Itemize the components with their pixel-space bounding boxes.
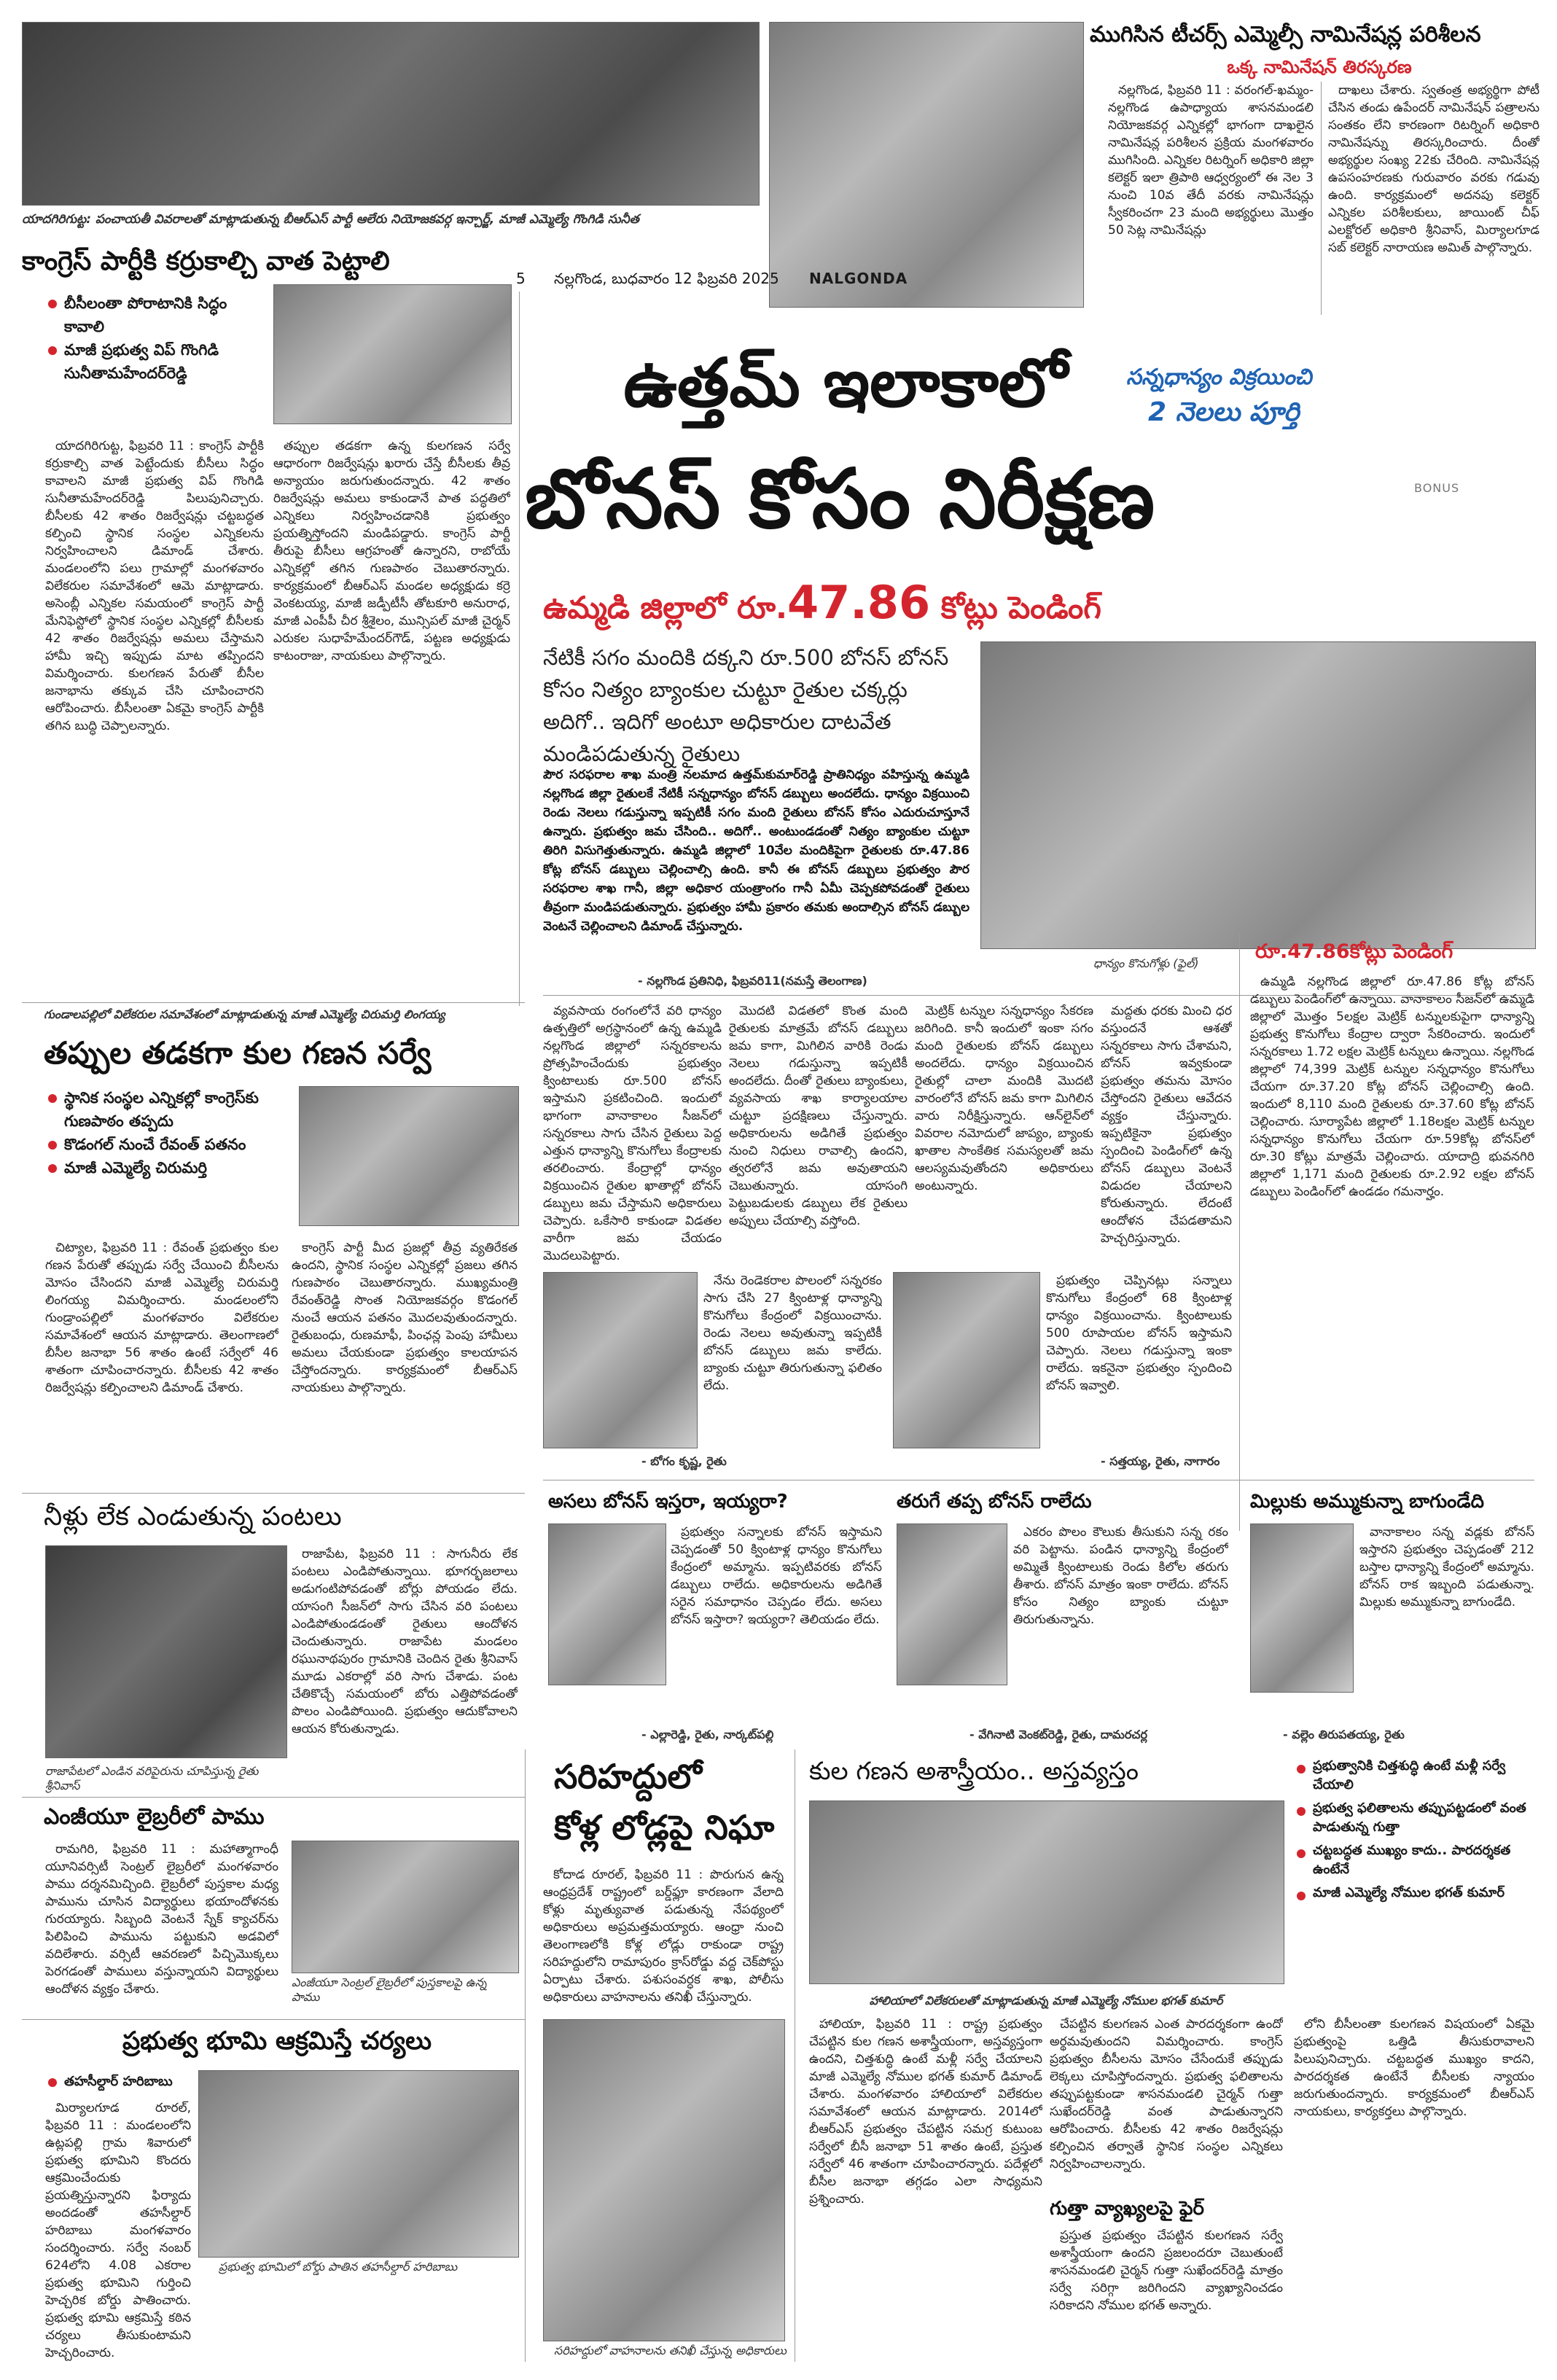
quote-3-title: అసలు బోనస్ ఇస్తరా, ఇయ్యరా? xyxy=(548,1491,788,1513)
caste-bullet-2: కొడంగల్ నుంచే రేవంత్ పతనం xyxy=(45,1133,286,1156)
bonus-col-4: మద్దతు ధరకు మించి ధర వస్తుందనే ఆశతో సన్నరకాలు సాగు చేశామని, బోనస్ ఇవ్వకుండా ప్రభుత్వం తమను మోసం చేస్తోందని రైతులు ఆవేదన వ్యక్తం చేస్తున్నారు. ఇప్పటికైనా ప్రభుత్వం స్పందించి పెండింగ్‌లో ఉన్న బోనస్ డబ్బులు వెంటనే విడుదల చేయాలని కోరుతున్నారు. లేదంటే ఆందోళన చేపడతామని హెచ్చరిస్తున్నారు. xyxy=(1101,1004,1232,1246)
bhagat-bullets xyxy=(1294,1757,1534,1903)
quote-1-body: నేను రెండెకరాల పొలంలో సన్నరకం సాగు చేసి 27 క్వింటాళ్ల ధాన్యాన్ని కొనుగోలు కేంద్రంలో విక్రయించాను. రెండు నెలలు అవుతున్నా ఇప్పటికీ బోనస్ డబ్బులు జమ కాలేదు. బ్యాంకు చుట్టూ తిరుగుతున్నా ఫలితం లేదు. xyxy=(703,1273,882,1393)
snake-photo xyxy=(292,1841,519,1973)
bonus-photo xyxy=(980,641,1536,949)
snake-body: రామగిరి, ఫిబ్రవరి 11 : మహాత్మాగాంధీ యూనివర్సిటీ సెంట్రల్ లైబ్రరీలో మంగళవారం పాము దర్శనమిచ్చింది. లైబ్రరీలో పుస్తకాల మధ్య పామును చూసిన విద్యార్థులు భయాందోళనకు గురయ్యారు. సిబ్బంది వెంటనే స్నేక్ క్యాచర్‌ను పిలిపించి పామును పట్టుకుని అడవిలో వదిలేశారు. వర్సిటీ ఆవరణలో పిచ్చిమొక్కలు పెరగడంతో పాములు వస్తున్నాయని విద్యార్థులు ఆందోళన వ్యక్తం చేశారు. xyxy=(45,1842,278,1997)
bonus-dateline: - నల్లగొండ ప్రతినిధి, ఫిబ్రవరి11(నమస్తే తెలంగాణ) xyxy=(638,974,867,988)
bonus-col-3: మెట్రిక్ టన్నుల సన్నధాన్యం సేకరణ జరిగింది. కానీ ఇందులో ఇంకా సగం మంది రైతులకు బోనస్ డబ్బులు అందలేదు. ధాన్యం విక్రయించిన రైతుల్లో చాలా మందికి మొదటి వారంలోనే బోనస్ జమ కాగా మిగిలిన వారు నిరీక్షిస్తున్నారు. ఆన్‌లైన్‌లో వివరాల నమోదులో జాప్యం, బ్యాంకు ఖాతాల సాంకేతిక సమస్యలతో జమ ఆలస్యమవుతోందని అధికారులు అంటున్నారు. xyxy=(915,1004,1093,1193)
bonus-subhead-amount: 47.86 xyxy=(787,576,931,629)
bonus-headline-2: బోనస్ కోసం నిరీక్షణ xyxy=(525,452,1155,547)
bhagat-photo-caption: హాలియాలో విలేకరులతో మాట్లాడుతున్న మాజీ ఎమ్మెల్యే నోముల భగత్ కుమార్ xyxy=(869,1994,1223,2008)
edition-line: నల్లగొండ, బుధవారం 12 ఫిబ్రవరి 2025 xyxy=(554,270,779,287)
caste-kicker: గుండాలపల్లిలో విలేకరుల సమావేశంలో మాట్లాడుతున్న మాజీ ఎమ్మెల్యే చిరుమర్తి లింగయ్య xyxy=(44,1007,445,1021)
caste-body-a: చిట్యాల, ఫిబ్రవరి 11 : రేవంత్ ప్రభుత్వం కుల గణన పేరుతో తప్పుడు సర్వే చేయించి బీసీలను మోసం చేసిందని మాజీ ఎమ్మెల్యే చిరుమర్తి లింగయ్య విమర్శించారు. మండలంలోని గుండ్రాంపల్లిలో మంగళవారం విలేకరుల సమావేశంలో ఆయన మాట్లాడారు. తెలంగాణలో బీసీల జనాభా 56 శాతం ఉంటే సర్వేలో 46 శాతంగా చూపించారన్నారు. బీసీలకు 42 శాతం రిజర్వేషన్లు కల్పించాలని డిమాండ్ చేశారు. xyxy=(45,1241,278,1395)
mlc-divider xyxy=(1321,82,1322,315)
bonus-headline-1: ఉత్తమ్ ఇలాకాలో xyxy=(623,344,1068,422)
quote-5-by: - వల్లెం తిరుపతయ్య, రైతు xyxy=(1283,1728,1405,1741)
mlc-headline: ముగిసిన టీచర్స్ ఎమ్మెల్సీ నామినేషన్ల పరిశీలన xyxy=(1090,22,1481,47)
quote-1-by: - బోగం కృష్ణ, రైతు xyxy=(641,1454,727,1468)
bhagat-bullet-2: ప్రభుత్వ ఫలితాలను తప్పుపట్టడంలో వంత పాడుతున్న గుత్తా xyxy=(1294,1799,1534,1837)
page-number: 5 xyxy=(516,270,526,287)
bhagat-headline: కుల గణన అశాస్త్రీయం.. అస్తవ్యస్తం xyxy=(809,1757,1139,1786)
border-body: కోదాడ రూరల్, ఫిబ్రవరి 11 : పొరుగున ఉన్న ఆంధ్రప్రదేశ్ రాష్ట్రంలో బర్డ్‌ఫ్లూ కారణంగా వేలాది కోళ్లు మృత్యువాత పడుతున్న నేపథ్యంలో అధికారులు అప్రమత్తమయ్యారు. ఆంధ్రా నుంచి తెలంగాణలోకి కోళ్ల లోడ్లు రాకుండా రాష్ట్ర సరిహద్దులోని రామాపురం క్రాస్‌రోడ్డు వద్ద చెక్‌పోస్టు ఏర్పాటు చేశారు. పశుసంవర్ధక శాఖ, పోలీసు అధికారులు వాహనాలను తనిఖీ చేస్తున్నారు. xyxy=(543,1868,784,2005)
congress-bullets xyxy=(45,292,264,385)
pending-box-divider xyxy=(1239,933,1240,1531)
congress-leader-photo xyxy=(273,284,512,424)
bhagat-body-c: లోని బీసీలంతా కులగణన విషయంలో ఏకమై ప్రభుత్వంపై ఒత్తిడి తీసుకురావాలని పిలుపునిచ్చారు. చట్టబద్ధత ముఖ్యం కాదని, పారదర్శకత ఉంటేనే బీసీలకు న్యాయం జరుగుతుందన్నారు. కార్యక్రమంలో బీఆర్ఎస్ నాయకులు, కార్యకర్తలు పాల్గొన్నారు. xyxy=(1294,2017,1534,2119)
land-rule xyxy=(22,2019,525,2020)
quote-3-photo xyxy=(548,1523,666,1685)
bonus-subhead xyxy=(543,576,1491,633)
border-photo xyxy=(543,2019,785,2341)
crops-headline: నీళ్లు లేక ఎండుతున్న పంటలు xyxy=(44,1502,342,1532)
quote-3-body: ప్రభుత్వం సన్నాలకు బోనస్ ఇస్తామని చెప్పడంతో 50 క్వింటాళ్ల ధాన్యం కొనుగోలు కేంద్రంలో అమ్మాను. ఇప్పటివరకు బోనస్ డబ్బులు రాలేదు. అధికారులను అడిగితే సరైన సమాధానం చెప్పడం లేదు. అసలు బోనస్ ఇస్తారా? ఇయ్యరా? తెలియడం లేదు. xyxy=(671,1525,882,1627)
caste-headline: తప్పుల తడకగా కుల గణన సర్వే xyxy=(44,1035,432,1071)
border-headline-1: సరిహద్దులో xyxy=(554,1757,702,1796)
border-headline-2: కోళ్ల లోడ్లపై నిఘా xyxy=(554,1808,775,1847)
mlc-photo xyxy=(769,22,1084,308)
gutta-title: గుత్తా వ్యాఖ్యలపై ఫైర్ xyxy=(1050,2198,1204,2220)
lower-divider xyxy=(525,1749,526,2362)
congress-divider xyxy=(519,292,520,1006)
bonus-col-2: మొదటి విడతలో కొంత మంది రైతులకు మాత్రమే బోనస్ డబ్బులు జమ కాగా, మిగిలిన వారికి రెండు నెలలు గడుస్తున్నా ఇప్పటికీ అందలేదు. దీంతో రైతులు బ్యాంకులు, వ్యవసాయ శాఖ కార్యాలయాల చుట్టూ ప్రదక్షిణలు చేస్తున్నారు. అధికారులను అడిగితే ప్రభుత్వం నుంచి నిధులు రావాల్సి ఉందని, త్వరలోనే జమ అవుతాయని చెబుతున్నారు. యాసంగి పెట్టుబడులకు డబ్బులు లేక రైతులు అప్పులు చేయాల్సి వస్తోంది. xyxy=(729,1004,908,1228)
bonus-side-kicker-1: సన్నధాన్యం విక్రయించి xyxy=(1126,364,1312,390)
quote-5-title: మిల్లుకు అమ్ముకున్నా బాగుండేది xyxy=(1250,1491,1484,1513)
snake-headline: ఎంజీయూ లైబ్రరీలో పాము xyxy=(44,1804,265,1830)
snake-rule xyxy=(22,1797,525,1798)
quote-4-body: ఎకరం పొలం కౌలుకు తీసుకుని సన్న రకం వరి పెట్టాను. పండిన ధాన్యాన్ని కేంద్రంలో అమ్మితే క్వింటాలుకు రెండు కిలోల తరుగు తీశారు. బోనస్ మాత్రం ఇంకా రాలేదు. బోనస్ కోసం నిత్యం బ్యాంకు చుట్టూ తిరుగుతున్నాను. xyxy=(1013,1525,1228,1627)
quote-4-photo xyxy=(897,1523,1007,1685)
mlc-subhead: ఒక్క నామినేషన్ తిరస్కరణ xyxy=(1227,57,1412,77)
caste-rule xyxy=(22,1002,525,1003)
pending-box-body: ఉమ్మడి నల్లగొండ జిల్లాలో రూ.47.86 కోట్ల బోనస్ డబ్బులు పెండింగ్‌లో ఉన్నాయి. వానాకాలం సీజన్‌లో ఉమ్మడి జిల్లాలో మొత్తం 5లక్షల మెట్రిక్ టన్నులకుపైగా ధాన్యాన్ని ప్రభుత్వ కొనుగోలు కేంద్రాల ద్వారా సేకరించారు. ఇందులో సన్నరకాలు 1.72 లక్షల మెట్రిక్ టన్నులు ఉన్నాయి. నల్లగొండ జిల్లాలో 74,399 మెట్రిక్ టన్నుల సన్నధాన్యం కొనుగోలు చేయగా రూ.37.20 కోట్ల బోనస్ చెల్లించాల్సి ఉంది. ఇందులో 8,110 మంది రైతులకు రూ.37.60 కోట్ల బోనస్ చెల్లించారు. సూర్యాపేట జిల్లాలో 1.18లక్షల మెట్రిక్ టన్నుల సన్నధాన్యం కొనుగోలు చేయగా రూ.59కోట్ల బోనస్‌లో రూ.30 కోట్లు మాత్రమే చెల్లించారు. యాదాద్రి భువనగిరి జిల్లాలో 1,171 మంది రైతులకు రూ.2.92 లక్షల బోనస్ డబ్బులు పెండింగ్‌లో ఉండడం గమనార్హం. xyxy=(1250,975,1534,1199)
congress-photo xyxy=(22,22,760,206)
quote-4-by: - వేగినాటి వెంకట్‌రెడ్డి, రైతు, దామరచర్ల xyxy=(969,1728,1147,1741)
edition-name: NALGONDA xyxy=(809,270,908,287)
congress-kicker: యాదగిరిగుట్ట: పంచాయతీ వివరాలతో మాట్లాడుతున్న బీఆర్ఎస్ పార్టీ ఆలేరు నియోజకవర్గ ఇన్చార్జ్, మాజీ ఎమ్మెల్యే గొంగిడి సునీత xyxy=(22,212,639,227)
gutta-body: ప్రస్తుత ప్రభుత్వం చేపట్టిన కులగణన సర్వే అశాస్త్రీయంగా ఉందని ప్రజలందరూ చెబుతుంటే శాసనమండలి చైర్మన్ గుత్తా సుఖేందర్‌రెడ్డి మాత్రం సర్వే సరిగ్గా జరిగిందని వ్యాఖ్యానించడం సరికాదని నోముల భగత్ అన్నారు. xyxy=(1050,2228,1283,2313)
quote-5-body: వానాకాలం సన్న వడ్లకు బోనస్ ఇస్తారని ప్రభుత్వం చెప్పడంతో 212 బస్తాల ధాన్యాన్ని కేంద్రంలో అమ్మాను. బోనస్ రాక ఇబ్బంది పడుతున్నా. మిల్లుకు అమ్ముకున్నా బాగుండేది. xyxy=(1359,1525,1534,1610)
bonus-subhead-prefix: ఉమ్మడి జిల్లాలో రూ. xyxy=(543,590,787,625)
bhagat-bullet-4: మాజీ ఎమ్మెల్యే నోముల భగత్ కుమార్ xyxy=(1294,1884,1534,1903)
quote-4-title: తరుగే తప్ప బోనస్ రాలేదు xyxy=(897,1491,1092,1513)
land-headline: ప్రభుత్వ భూమి ఆక్రమిస్తే చర్యలు xyxy=(122,2026,432,2056)
quote-2-photo xyxy=(893,1272,1040,1448)
bonus-side-kicker-2: 2 నెలలు పూర్తి xyxy=(1148,397,1300,427)
congress-bullet-2: మాజీ ప్రభుత్వ విప్ గొంగిడి సునీతామహేందర్‌రెడ్డి xyxy=(45,338,264,385)
land-photo xyxy=(198,2070,519,2258)
quote-5-photo xyxy=(1250,1523,1354,1693)
caste-body-b: కాంగ్రెస్ పార్టీ మీద ప్రజల్లో తీవ్ర వ్యతిరేకత ఉందని, స్థానిక సంస్థల ఎన్నికల్లో ప్రజలు తగిన గుణపాఠం చెబుతారన్నారు. ముఖ్యమంత్రి రేవంత్‌రెడ్డి సొంత నియోజకవర్గం కొడంగల్ నుంచే ఆయన పతనం మొదలవుతుందన్నారు. రైతుబంధు, రుణమాఫీ, పింఛన్ల పెంపు హామీలు అమలు చేయకుండా ప్రభుత్వం కాలయాపన చేస్తోందన్నారు. కార్యక్రమంలో బీఆర్ఎస్ నాయకులు పాల్గొన్నారు. xyxy=(292,1241,518,1395)
bonus-subhead-suffix: కోట్లు పెండింగ్ xyxy=(930,590,1101,625)
border-photo-caption: సరిహద్దులో వాహనాలను తనిఖీ చేస్తున్న అధికారులు xyxy=(554,2344,787,2357)
mlc-body-right: దాఖలు చేశారు. స్వతంత్ర అభ్యర్థిగా పోటీ చేసిన తండు ఉపేందర్ నామినేషన్ పత్రాలను సంతకం లేని కారణంగా రిటర్నింగ్ అధికారి నామినేషన్ను తిరస్కరించారు. దీంతో అభ్యర్థుల సంఖ్య 22కు చేరింది. నామినేషన్ల ఉపసంహరణకు గురువారం వరకు గడువు ఉంది. కార్యక్రమంలో అదనపు కలెక్టర్ ఎన్నికల పరిశీలకులు, జాయింట్ చీఫ్ ఎలక్టోరల్ అధికారి శ్రీనివాస్, మిర్యాలగూడ సబ్ కలెక్టర్ నారాయణ అమిత్ పాల్గొన్నారు. xyxy=(1328,83,1540,255)
quote-2-by: - సత్తయ్య, రైతు, నాగారం xyxy=(1101,1454,1220,1468)
bonus-deck: నేటికీ సగం మందికి దక్కని రూ.500 బోనస్ బోనస్ కోసం నిత్యం బ్యాంకుల చుట్టూ రైతుల చక్కర్లు అదిగో.. ఇదిగో అంటూ అధికారుల దాటవేత మండిపడుతున్న రైతులు xyxy=(543,645,949,766)
congress-body-b: తప్పుల తడకగా ఉన్న కులగణన సర్వే ఆధారంగా రిజర్వేషన్లు ఖరారు చేస్తే బీసీలకు తీవ్ర అన్యాయం జరుగుతుందన్నారు. 42 శాతం రిజర్వేషన్లు అమలు కాకుండానే పాత పద్ధతిలో ఎన్నికలు నిర్వహించడానికి ప్రభుత్వం ప్రయత్నిస్తోందని మండిపడ్డారు. కాంగ్రెస్ పార్టీ తీరుపై బీసీలు ఆగ్రహంతో ఉన్నారని, రాబోయే ఎన్నికల్లో తగిన గుణపాఠం చెబుతారన్నారు. కార్యక్రమంలో బీఆర్ఎస్ మండల అధ్యక్షుడు కర్రె వెంకటయ్య, మాజీ జడ్పీటీసీ తోటకూరి అనురాధ, మాజీ ఎంపీపీ చీర శ్రీశైలం, మున్సిపల్ మాజీ చైర్మన్ ఎరుకల సుధాహేమేందర్‌గౌడ్, పట్టణ అధ్యక్షుడు కాటంరాజు, నాయకులు పాల్గొన్నారు. xyxy=(273,439,510,663)
bhagat-photo xyxy=(809,1800,1284,1984)
mlc-body-left: నల్లగొండ, ఫిబ్రవరి 11 : వరంగల్-ఖమ్మం-నల్లగొండ ఉపాధ్యాయ శాసనమండలి నియోజకవర్గ ఎన్నికల్లో భాగంగా దాఖలైన నామినేషన్ల పరిశీలన ప్రక్రియ మంగళవారం ముగిసింది. ఎన్నికల రిటర్నింగ్ అధికారి జిల్లా కలెక్టర్ ఇలా త్రిపాఠి ఆధ్వర్యంలో ఈ నెల 3 నుంచి 10వ తేదీ వరకు నామినేషన్లు స్వీకరించగా 23 మంది అభ్యర్థులు మొత్తం 50 సెట్ల నామినేషన్లు xyxy=(1108,83,1314,238)
bhagat-bullet-1: ప్రభుత్వానికి చిత్తశుద్ధి ఉంటే మళ్లీ సర్వే చేయాలి xyxy=(1294,1757,1534,1795)
land-body: మిర్యాలగూడ రూరల్, ఫిబ్రవరి 11 : మండలంలోని ఉట్లపల్లి గ్రామ శివారులో ప్రభుత్వ భూమిని కొందరు ఆక్రమించేందుకు ప్రయత్నిస్తున్నారని ఫిర్యాదు అందడంతో తహసీల్దార్ హరిబాబు మంగళవారం సందర్శించారు. సర్వే నంబర్ 624లోని 4.08 ఎకరాల ప్రభుత్వ భూమిని గుర్తించి హెచ్చరిక బోర్డు పాతించారు. ప్రభుత్వ భూమి ఆక్రమిస్తే కఠిన చర్యలు తీసుకుంటామని హెచ్చరించారు. xyxy=(45,2101,191,2360)
crops-rule xyxy=(22,1493,525,1494)
caste-bullets xyxy=(45,1086,286,1179)
caste-photo xyxy=(299,1086,519,1226)
land-photo-caption: ప్రభుత్వ భూమిలో బోర్డు పాతిన తహసీల్దార్ హరిబాబు xyxy=(219,2260,458,2274)
bonus-lead: పౌర సరఫరాల శాఖ మంత్రి నలమాద ఉత్తమ్‌కుమార్‌రెడ్డి ప్రాతినిధ్యం వహిస్తున్న ఉమ్మడి నల్లగొండ జిల్లా రైతులకే నేటికీ సన్నధాన్యం బోనస్ డబ్బులు అందలేదు. ధాన్యం విక్రయించి రెండు నెలలు గడుస్తున్నా ఇప్పటికీ సగం మంది రైతులు బోనస్ కోసం ఎదురుచూస్తూనే ఉన్నారు. ప్రభుత్వం జమ చేసింది.. అదిగో.. అంటుండడంతో నిత్యం బ్యాంకుల చుట్టూ తిరిగి విసుగెత్తుతున్నారు. ఉమ్మడి జిల్లాలో 10వేల మందికిపైగా రైతులకు రూ.47.86 కోట్ల బోనస్ డబ్బులు చెల్లించాల్సి ఉంది. కానీ ఈ బోనస్ డబ్బులు ప్రభుత్వం పౌర సరఫరాల శాఖ గానీ, జిల్లా అధికార యంత్రాంగం గానీ ఏమీ చెప్పకపోవడంతో రైతులు తీవ్రంగా మండిపడుతున్నారు. ప్రభుత్వం హామీ ప్రకారం తమకు అందాల్సిన బోనస్ డబ్బుల వెంటనే చెల్లించాలని డిమాండ్ చేస్తున్నారు. xyxy=(543,768,969,934)
caste-bullet-3: మాజీ ఎమ్మెల్యే చిరుమర్తి xyxy=(45,1156,286,1179)
crops-photo-caption: రాజాపేటలో ఎండిన వరిపైరును చూపిస్తున్న రైతు శ్రీనివాస్ xyxy=(45,1764,259,1792)
quote-1-photo xyxy=(543,1272,698,1448)
crops-photo xyxy=(45,1545,287,1758)
congress-headline: కాంగ్రెస్ పార్టీకి కర్రుకాల్చి వాత పెట్టాలి xyxy=(22,246,390,276)
bhagat-body-b: చేపట్టిన కులగణన ఎంత పారదర్శకంగా ఉందో అర్థమవుతుందని విమర్శించారు. కాంగ్రెస్ ప్రభుత్వం బీసీలను మోసం చేసేందుకే తప్పుడు లెక్కలు చూపిస్తోందన్నారు. ప్రభుత్వ ఫలితాలను తప్పుపట్టకుండా శాసనమండలి చైర్మన్ గుత్తా సుఖేందర్‌రెడ్డి వంత పాడుతున్నారని ఆరోపించారు. బీసీలకు 42 శాతం రిజర్వేషన్లు కల్పించిన తర్వాతే స్థానిక సంస్థల ఎన్నికలు నిర్వహించాలన్నారు. xyxy=(1050,2017,1283,2172)
bonus-col-1: వ్యవసాయ రంగంలోనే వరి ధాన్యం ఉత్పత్తిలో అగ్రస్థానంలో ఉన్న ఉమ్మడి నల్లగొండ జిల్లాలో సన్నరకాలను ప్రోత్సహించేందుకు ప్రభుత్వం క్వింటాలుకు రూ.500 బోనస్ ఇస్తామని ప్రకటించింది. ఇందులో భాగంగా వానాకాలం సీజన్‌లో సన్నరకాలు సాగు చేసిన రైతులు పెద్ద ఎత్తున ధాన్యాన్ని కొనుగోలు కేంద్రాలకు తరలించారు. కేంద్రాల్లో ధాన్యం విక్రయించిన రైతుల ఖాతాల్లో బోనస్ డబ్బులు జమ చేస్తామని అధికారులు చెప్పారు. ఒకేసారి కాకుండా విడతల వారీగా జమ చేయడం మొదలుపెట్టారు. xyxy=(543,1004,722,1263)
bonus-tag: BONUS xyxy=(1414,481,1460,495)
quote-3-by: - ఎల్లారెడ్డి, రైతు, నార్కట్‌పల్లి xyxy=(641,1728,774,1741)
land-bullet-1: తహసీల్దార్ హరిబాబు xyxy=(45,2070,264,2094)
congress-body-a: యాదగిరిగుట్ట, ఫిబ్రవరి 11 : కాంగ్రెస్ పార్టీకి కర్రుకాల్చి వాత పెట్టేందుకు బీసీలు సిద్ధం కావాలని మాజీ ప్రభుత్వ విప్ గొంగిడి సునీతామహేందర్‌రెడ్డి పిలుపునిచ్చారు. బీసీలకు 42 శాతం రిజర్వేషన్లు చట్టబద్ధత కల్పించి స్థానిక సంస్థల ఎన్నికలను నిర్వహించాలని డిమాండ్ చేశారు. మండలంలోని పలు గ్రామాల్లో మంగళవారం విలేకరుల సమావేశంలో ఆమె మాట్లాడారు. అసెంబ్లీ ఎన్నికల సమయంలో కాంగ్రెస్ పార్టీ మేనిఫెస్టోలో స్థానిక సంస్థల ఎన్నికల్లో బీసీలకు 42 శాతం రిజర్వేషన్లు అమలు చేస్తామని హామీ ఇచ్చి ఇప్పుడు మాట తప్పిందని విమర్శించారు. కులగణన పేరుతో బీసీల జనాభాను తక్కువ చేసి చూపించారని ఆరోపించారు. బీసీలంతా ఏకమై కాంగ్రెస్ పార్టీకి తగిన బుద్ధి చెప్పాలన్నారు. xyxy=(45,439,264,733)
bonus-photo-caption: ధాన్యం కొనుగోళ్లు (ఫైల్) xyxy=(1093,956,1199,970)
bhagat-bullet-3: చట్టబద్ధత ముఖ్యం కాదు.. పారదర్శకత ఉంటేనే xyxy=(1294,1841,1534,1879)
pending-box-title: రూ.47.86కోట్లు పెండింగ్ xyxy=(1255,940,1453,963)
caste-bullet-1: స్థానిక సంస్థల ఎన్నికల్లో కాంగ్రెస్‌కు గుణపాఠం తప్పదు xyxy=(45,1086,286,1133)
congress-bullet-1: బీసీలంతా పోరాటానికి సిద్ధం కావాలి xyxy=(45,292,264,338)
crops-body: రాజాపేట, ఫిబ్రవరి 11 : సాగునీరు లేక పంటలు ఎండిపోతున్నాయి. భూగర్భజలాలు అడుగంటిపోవడంతో బోర్లు పోయడం లేదు. యాసంగి సీజన్‌లో సాగు చేసిన వరి పంటలు ఎండిపోతుండడంతో రైతులు ఆందోళన చెందుతున్నారు. రాజాపేట మండలం రఘునాథపురం గ్రామానికి చెందిన రైతు శ్రీనివాస్ మూడు ఎకరాల్లో వరి సాగు చేశాడు. పంట చేతికొచ్చే సమయంలో బోరు ఎత్తిపోవడంతో పొలం ఎండిపోయింది. ప్రభుత్వం ఆదుకోవాలని ఆయన కోరుతున్నాడు. xyxy=(292,1547,518,1736)
snake-photo-caption: ఎంజీయూ సెంట్రల్ లైబ్రరీలో పుస్తకాలపై ఉన్న పాము xyxy=(292,1975,487,2004)
bhagat-body-a: హాలియా, ఫిబ్రవరి 11 : రాష్ట్ర ప్రభుత్వం చేపట్టిన కుల గణన అశాస్త్రీయంగా, అస్తవ్యస్తంగా ఉందని, చిత్తశుద్ధి ఉంటే మళ్లీ సర్వే చేయాలని మాజీ ఎమ్మెల్యే నోముల భగత్ కుమార్ డిమాండ్ చేశారు. మంగళవారం హాలియాలో విలేకరుల సమావేశంలో ఆయన మాట్లాడారు. 2014లో బీఆర్ఎస్ ప్రభుత్వం చేపట్టిన సమగ్ర కుటుంబ సర్వేలో బీసీ జనాభా 51 శాతం ఉంటే, ప్రస్తుత సర్వేలో 46 శాతంగా చూపించారన్నారు. పదేళ్లలో బీసీల జనాభా తగ్గడం ఎలా సాధ్యమని ప్రశ్నించారు. xyxy=(809,2017,1042,2207)
quote-2-body: ప్రభుత్వం చెప్పినట్లు సన్నాలు కొనుగోలు కేంద్రంలో 68 క్వింటాళ్ల ధాన్యం విక్రయించాను. క్వింటాలుకు 500 రూపాయల బోనస్ ఇస్తామని చెప్పారు. నెలలు గడుస్తున్నా ఇంకా రాలేదు. ఇకనైనా ప్రభుత్వం స్పందించి బోనస్ ఇవ్వాలి. xyxy=(1046,1273,1232,1393)
